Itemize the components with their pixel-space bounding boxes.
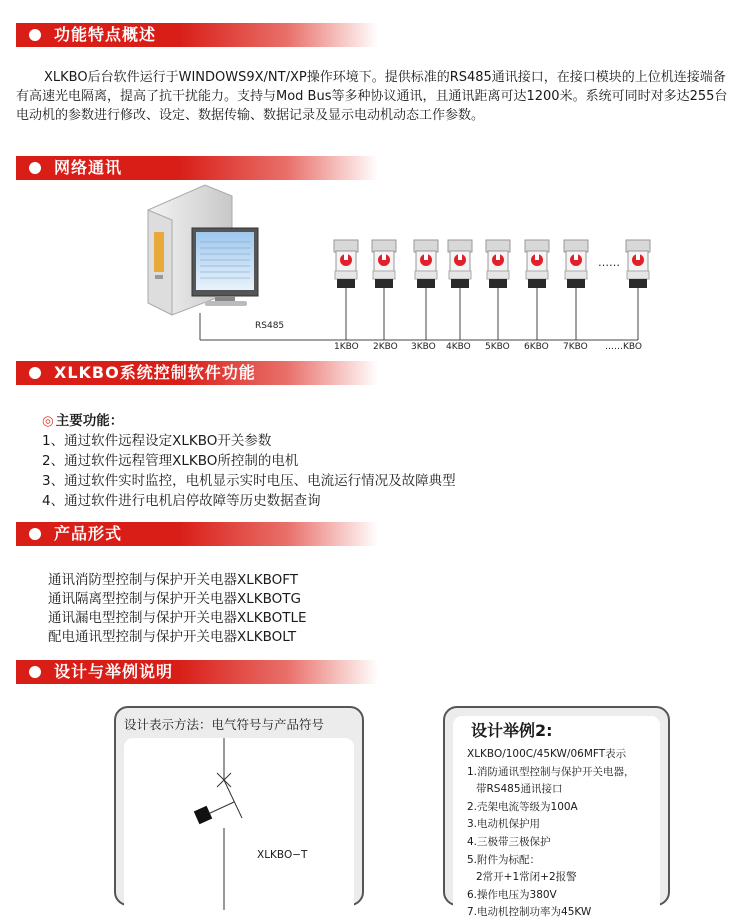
- section-header-product: [16, 522, 378, 546]
- bullet-icon: [29, 367, 41, 379]
- device-label: 7KBO: [563, 342, 588, 352]
- section-title: 设计与举例说明: [54, 662, 174, 681]
- section-title: 功能特点概述: [54, 25, 157, 44]
- function-item: 4、通过软件进行电机启停故障等历史数据查询: [42, 493, 321, 509]
- function-item: 3、通过软件实时监控，电机显示实时电压、电流运行情况及故障典型: [42, 473, 456, 489]
- example-line: XLKBO/100C/45KW/06MFT表示: [467, 748, 627, 760]
- function-list: [42, 411, 456, 511]
- section-header-software: [16, 361, 378, 385]
- kbo-device-icon: [334, 240, 358, 288]
- example-line: 3.电动机保护用: [467, 818, 541, 831]
- bullet-icon: [29, 528, 41, 540]
- device-label: 6KBO: [524, 342, 549, 352]
- kbo-device-icon: [525, 240, 549, 288]
- kbo-device-icon: [448, 240, 472, 288]
- example-line: 2常开+1常闭+2报警: [476, 871, 577, 884]
- product-item: 通讯隔离型控制与保护开关电器XLKBOTG: [48, 591, 301, 607]
- example-line: 带RS485通讯接口: [476, 783, 563, 796]
- device-label: 4KBO: [446, 342, 471, 352]
- symbol-box: [114, 706, 364, 906]
- section-header-features: [16, 23, 378, 47]
- kbo-device-icon: [414, 240, 438, 288]
- bullet-icon: [29, 29, 41, 41]
- function-item: 2、通过软件远程管理XLKBO所控制的电机: [42, 453, 299, 469]
- kbo-device-icon: [564, 240, 588, 288]
- symbol-canvas: [124, 738, 354, 906]
- example-line: 2.壳架电流等级为100A: [467, 800, 578, 813]
- symbol-label: XLKBO−T: [257, 849, 308, 861]
- section-header-design: [16, 660, 378, 684]
- product-item: 通讯漏电型控制与保护开关电器XLKBOTLE: [48, 610, 307, 626]
- kbo-device-icon: [626, 240, 650, 288]
- computer-icon: [148, 185, 258, 315]
- kbo-device-icon: [372, 240, 396, 288]
- intro-paragraph: XLKBO后台软件运行于WINDOWS9X/NT/XP操作环境下。提供标准的RS485通讯接口，在接口模块的上位机连接端备有高速光电隔离，提高了抗干扰能力。支持与Mod Bus等多种协议通讯，且通讯距离可达1200米。系统可同时对多达255台电动机的参数进行修改、设定、数据传输、数据记录及显示电动机动态工作参数。: [16, 70, 728, 123]
- section-title: 产品形式: [54, 524, 123, 543]
- device-label: 1KBO: [334, 342, 359, 352]
- function-title: ◎ 主要功能：: [42, 413, 124, 429]
- device-ellipsis: ……: [598, 256, 620, 269]
- device-label: 3KBO: [411, 342, 436, 352]
- device-label: 5KBO: [485, 342, 510, 352]
- example-line: 1.消防通讯型控制与保护开关电器，: [467, 765, 635, 778]
- example-line: 4.三极带三极保护: [467, 835, 551, 848]
- device-label: ……KBO: [605, 342, 643, 352]
- example-title: 设计举例2:: [471, 721, 553, 740]
- rs485-label: RS485: [255, 321, 285, 331]
- symbol-caption: 设计表示方法：电气符号与产品符号: [124, 717, 325, 732]
- bullet-icon: [29, 162, 41, 174]
- ring-icon: ◎: [42, 413, 54, 429]
- product-item: 通讯消防型控制与保护开关电器XLKBOFT: [48, 572, 299, 588]
- kbo-device-icon: [486, 240, 510, 288]
- product-item: 配电通讯型控制与保护开关电器XLKBOLT: [48, 629, 297, 645]
- section-title: XLKBO系统控制软件功能: [54, 363, 256, 382]
- rs485-bus: [200, 286, 638, 340]
- device-label: 2KBO: [373, 342, 398, 352]
- example-line: 6.操作电压为380V: [467, 888, 557, 901]
- electrical-symbol-icon: [124, 738, 356, 910]
- function-item: 1、通过软件远程设定XLKBO开关参数: [42, 433, 272, 449]
- example-line: 5.附件为标配：: [467, 853, 541, 866]
- product-list: [48, 571, 307, 647]
- section-title: 网络通讯: [54, 158, 123, 177]
- network-diagram: [0, 180, 750, 360]
- example-box: [443, 706, 670, 919]
- example-lines: [467, 746, 635, 922]
- example-line: 7.电动机控制功率为45KW: [467, 906, 592, 919]
- section-header-network: [16, 156, 378, 180]
- bullet-icon: [29, 666, 41, 678]
